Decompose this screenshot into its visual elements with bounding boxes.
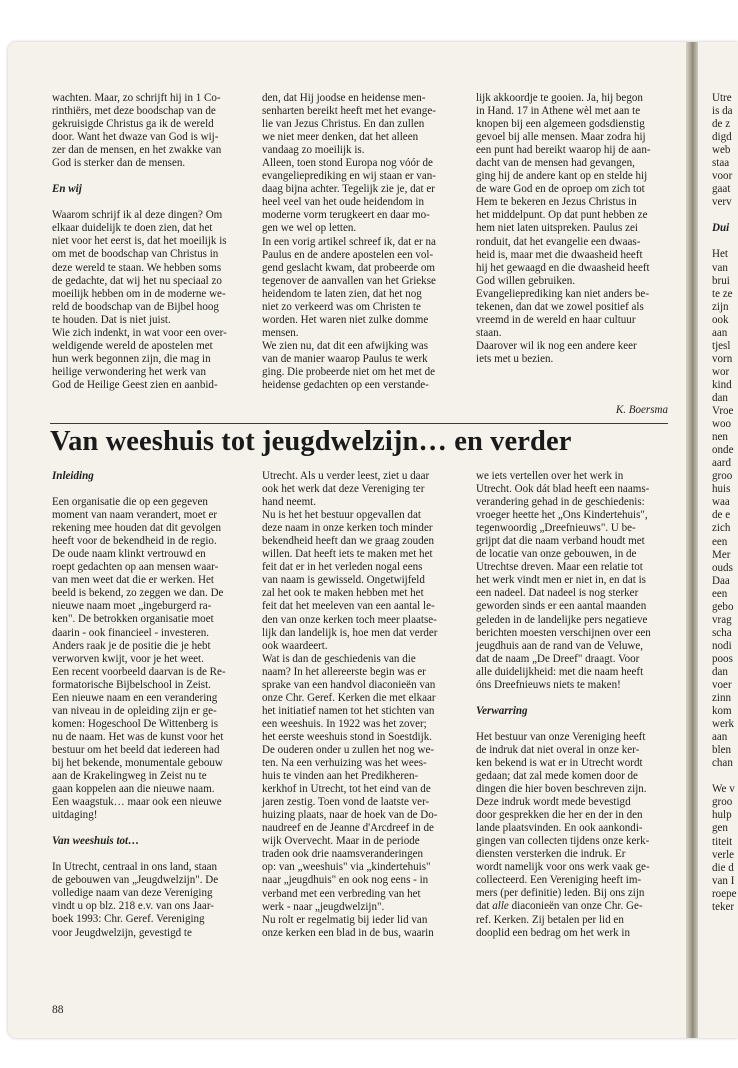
paragraph-gap [712, 770, 738, 783]
top-column-2 [262, 92, 464, 392]
section-heading: Van weeshuis tot… [52, 835, 140, 848]
text-line: dooplid een bedrag om het werk in [476, 926, 630, 939]
text-line: blen [712, 744, 732, 757]
text-line: den, dat Hij joodse en heidense men- [262, 92, 426, 104]
section-heading: Verwarring [476, 704, 528, 717]
text-line: Hem te bekeren en Jezus Christus in [476, 196, 637, 209]
text-line: roept gedachten op aan mensen waar- [52, 561, 219, 574]
text-line: kind [712, 378, 732, 391]
text-line: moment van naam verandert, moet er [52, 509, 218, 522]
text-line: boek 1993: Chr. Geref. Vereniging [52, 913, 205, 926]
text-line: op: van „weeshuis" via „kindertehuis" [262, 861, 431, 874]
text-line: naar „jeugdhuis" en ook nog eens - in [262, 874, 429, 887]
text-line: Utrecht. Als u verder leest, ziet u daar [262, 470, 430, 482]
text-line: nieuwe naam moet „ingeburgerd ra- [52, 600, 212, 613]
text-line: diensten versterken die indruk. Er [476, 848, 626, 861]
text-line: tekenen, dan dat we zowel positief als [476, 300, 644, 313]
text-line: gen we wel op letten. [262, 222, 357, 235]
text-line: ging hij de andere kant op en stelde hij [476, 170, 648, 183]
text-line: daarin - ook financieel - investeren. [52, 626, 210, 639]
text-line: dan [712, 665, 728, 678]
paragraph-gap [52, 483, 247, 496]
text-line: van I [712, 874, 735, 887]
text-line: de z [712, 118, 731, 131]
text-fragment: diaconieën van onze Chr. Ge- [508, 900, 643, 913]
text-line: voer [712, 679, 732, 692]
text-line: deze naam in onze kerken toch minder [262, 522, 433, 535]
text-line: willen. Dat heeft iets te maken met het [262, 548, 433, 561]
text-line: gevoel bij alle mensen. Maar zodra hij [476, 131, 646, 144]
text-line: dingen die hier boven beschreven zijn. [476, 783, 647, 796]
text-line: worden. Het waren niet zulke domme [262, 313, 429, 326]
text-line: ken". De betrokken organisatie moet [52, 613, 214, 626]
text-line: Nu rolt er regelmatig bij ieder lid van [262, 913, 428, 926]
text-line: het initiatief namen tot het stichten van [262, 704, 435, 717]
text-line: mensen. [262, 326, 299, 339]
text-line: gebo [712, 600, 734, 613]
text-line: een punt had bereikt waarop hij de aan- [476, 144, 651, 157]
text-line: heid is, maar met die dwaasheid heeft [476, 248, 643, 261]
text-line: Een organisatie die op een gegeven [52, 496, 208, 509]
text-line: weldigende wereld de apostelen met [52, 339, 213, 352]
text-line: gend geslacht kwam, dat probeerde om [262, 261, 436, 274]
text-line: ging. Die probeerde niet om het met de [262, 365, 436, 378]
paragraph-gap [712, 235, 738, 248]
text-line: vandaag zo moeilijk is. [262, 144, 365, 157]
text-line: onde [712, 444, 734, 457]
paragraph-gap [476, 718, 668, 731]
text-line: verle [712, 848, 735, 861]
text-line: naam? In het allereerste begin was er [262, 665, 426, 678]
text-line: Een recent voorbeeld daarvan is de Re- [52, 665, 226, 678]
text-line: staan. [476, 326, 502, 339]
text-line: onze kerken een blad in de bus, waarin [262, 926, 434, 939]
text-line: groo [712, 470, 733, 483]
text-line: gen [712, 822, 728, 835]
text-line: om met de boodschap van Christus in [52, 248, 219, 261]
article-column-2 [262, 470, 464, 940]
text-line: lande plaatsvinden. En ook aankondi- [476, 822, 643, 835]
text-line: ouds [712, 561, 733, 574]
text-line: gaan koppelen aan die nieuwe naam. [52, 783, 215, 796]
text-line: tegenover de aanvallen van het Griekse [262, 274, 436, 287]
text-line: Wie zich indenkt, in wat voor een over- [52, 326, 227, 339]
text-line: een [712, 587, 728, 600]
text-line: gingen van collecten tijdens onze kerk- [476, 835, 650, 848]
text-line: heidendom te laten zien, dat het nog [262, 287, 422, 300]
text-line: de ware God en de oproep om zich tot [476, 183, 645, 196]
right-page-fragment [712, 92, 738, 914]
text-line: geleden in de landelijke pers negatieve [476, 613, 648, 626]
text-line: door. Want het dwaze van God is wij- [52, 131, 219, 144]
text-line: wachten. Maar, zo schrijft hij in 1 Co- [52, 92, 221, 104]
text-line: niet zo verkeerd was om Christen te [262, 300, 421, 313]
text-line: tegenwoordig „Dreefnieuws". U be- [476, 522, 636, 535]
text-line: vreemd in de wereld en haar cultuur [476, 313, 636, 326]
text-line: God willen gebruiken. [476, 274, 576, 287]
text-line: zer dan de mensen, en het zwakke van [52, 144, 222, 157]
text-line: geworden sinds er een aantal maanden [476, 600, 647, 613]
text-line: van naam is gewisseld. Ongetwijfeld [262, 574, 425, 587]
text-line: gekruisigde Christus ga ik de wereld [52, 118, 214, 131]
text-line: de e [712, 509, 731, 522]
text-line: te ze [712, 287, 733, 300]
paragraph-gap [52, 822, 247, 835]
text-line: In een vorig artikel schreef ik, dat er na [262, 235, 436, 248]
text-line: nu de naam. Het was de kunst voor het [52, 730, 224, 743]
text-line: Anders raak je de positie die je hebt [52, 639, 211, 652]
text-line: moderne vorm terugkeert en daar mo- [262, 209, 430, 222]
page-number: 88 [52, 1004, 64, 1016]
text-line: komen: Hogeschool De Wittenberg is [52, 717, 219, 730]
text-line: formatorische Bijbelschool in Zeist. [52, 678, 211, 691]
text-line: voor [712, 170, 733, 183]
paragraph-gap [52, 170, 247, 183]
text-line: volledige naam van deze Vereniging [52, 887, 213, 900]
text-line: We v [712, 783, 735, 796]
text-line: brui [712, 274, 730, 287]
text-line: vorn [712, 352, 733, 365]
text-line: Nu is het het bestuur opgevallen dat [262, 509, 421, 522]
text-line: De ouderen onder u zullen het nog we- [262, 743, 435, 756]
text-line: In Utrecht, centraal in ons land, staan [52, 861, 218, 874]
text-line: heeft voor de bekendheid in de regio. [52, 535, 217, 548]
text-line: Een nieuwe naam en een verandering [52, 691, 218, 704]
text-line: staa [712, 157, 730, 170]
text-line: lie van Jezus Christus. En dan zullen [262, 118, 425, 131]
text-line: Een waagstuk… maar ook een nieuwe [52, 796, 222, 809]
text-line: huis te vinden aan het Predikheren- [262, 770, 419, 783]
text-line: beeld is bekend, zo zeggen we dan. De [52, 587, 224, 600]
text-line: God de Heilige Geest zien en aanbid- [52, 378, 218, 391]
text-line: rekening mee houden dat dit gevolgen [52, 522, 222, 535]
text-line: lijk dan landelijk is, hoe men dat verder [262, 626, 438, 639]
text-line: senharten bereikt heeft met het evange- [262, 105, 436, 118]
text-line: hun werk begonnen zijn, die mag in [52, 352, 211, 365]
text-line: dacht van de mensen had gevangen, [476, 157, 635, 170]
text-line: vroeger heette het „Ons Kindertehuis", [476, 509, 648, 522]
text-line: wijk Overvecht. Maar in de periode [262, 835, 420, 848]
text-line: ook het werk dat deze Vereniging ter [262, 483, 425, 496]
text-line: ronduit, dat het evangelie een dwaas- [476, 235, 641, 248]
text-line: ook [712, 313, 729, 326]
text-line: Utrecht. Ook dát blad heeft een naams- [476, 483, 650, 496]
text-line: woo [712, 418, 732, 431]
paragraph-gap [52, 848, 247, 861]
text-line: vrag [712, 613, 732, 626]
text-line: Daarover wil ik nog een andere keer [476, 339, 637, 352]
book-gutter [686, 42, 698, 1038]
text-line: We zien nu, dat dit een afwijking was [262, 339, 428, 352]
text-line: deze wereld te staan. We hebben soms [52, 261, 222, 274]
text-line: verband met een verbreding van het [262, 887, 421, 900]
text-line: de locatie van onze gebouwen, in de [476, 548, 637, 561]
text-line: waa [712, 496, 730, 509]
text-line: Deze indruk wordt mede bevestigd [476, 796, 631, 809]
text-line: verandering gehad in de geschiedenis: [476, 496, 645, 509]
text-line: uitdaging! [52, 809, 98, 822]
section-divider [50, 423, 668, 424]
text-line: een [712, 535, 728, 548]
text-line: die d [712, 861, 734, 874]
text-line: Daa [712, 574, 730, 587]
text-line: zinn [712, 692, 732, 705]
paragraph-gap [712, 209, 738, 222]
text-line: niet voor het eerst is, dat het moeilijk is [52, 235, 227, 248]
text-line: te houden. Dat is niet juist. [52, 313, 171, 326]
text-line: heilige verwondering het werk van [52, 365, 206, 378]
text-line: ten. Na een verhuizing was het wees- [262, 757, 427, 770]
text-line: tjesl [712, 339, 731, 352]
text-line: Utrechtse dreven. Maar een relatie tot [476, 561, 643, 574]
text-line: iets met u bezien. [476, 352, 554, 365]
text-line: digd [712, 131, 732, 144]
section-heading: En wij [52, 183, 82, 196]
text-line: aan [712, 326, 728, 339]
text-line: Utre [712, 92, 732, 104]
text-line: huizing plaats, naar de hoek van de Do- [262, 809, 438, 822]
article-column-1 [52, 470, 247, 940]
text-line: onze Chr. Geref. Kerken die met elkaar [262, 691, 436, 704]
text-line: we niet meer denken, dat het alleen [262, 131, 419, 144]
text-line: van men weet dat die er werken. Het [52, 574, 214, 587]
text-line: hulp [712, 809, 732, 822]
text-line: hand neemt. [262, 496, 316, 509]
text-line: de gebouwen van „Jeugdwelzijn". De [52, 874, 219, 887]
text-line: den van onze kerken toch meer plaatse- [262, 613, 437, 626]
text-line: Evangelieprediking kan niet anders be- [476, 287, 650, 300]
text-line: jeugdhuis aan de rand van de Veluwe, [476, 639, 643, 652]
text-line: Mer [712, 548, 731, 561]
text-line: een nadeel. Dat nadeel is nog sterker [476, 587, 639, 600]
text-line: zal het ook te maken hebben met het [262, 587, 424, 600]
text-line: ken bekend is wat er in Utrecht wordt [476, 756, 643, 769]
text-line: reld de boodschap van de Bijbel hoog [52, 300, 219, 313]
text-line: aan de Krakelingweg in Zeist nu te [52, 770, 207, 783]
text-line: sprake van een handvol diaconieën van [262, 678, 436, 691]
text-line: roepe [712, 887, 737, 900]
text-line: grijpt dat die naam verband houdt met [476, 535, 645, 548]
text-line: de indruk dat niet overal in onze ker- [476, 743, 640, 756]
text-line: feit dat er in het verleden nogal eens [262, 561, 423, 574]
text-line: mers (per definitie) leden. Bij ons zijn [476, 887, 645, 900]
text-line: alle duidelijkheid: met die naam heeft [476, 665, 644, 678]
text-line: zich [712, 522, 731, 535]
text-line: huis [712, 483, 731, 496]
text-line: bestuur om het beeld dat iedereen had [52, 743, 220, 756]
signature-block [476, 404, 668, 417]
text-line: titeit [712, 835, 733, 848]
text-line: Vroe [712, 405, 734, 418]
text-line [476, 900, 668, 913]
text-line: aard [712, 457, 732, 470]
text-line: kerkhof in Utrecht, tot het eind van de [262, 783, 431, 796]
text-line: chan [712, 757, 733, 770]
emphasis-text: alle [492, 900, 509, 913]
text-line: we iets vertellen over het werk in [476, 470, 624, 482]
section-heading: Inleiding [52, 470, 94, 482]
text-line: berichten moesten verschijnen over een [476, 626, 651, 639]
text-line: evangelieprediking en wij staan er van- [262, 170, 436, 183]
text-line: poos [712, 652, 733, 665]
text-line: wor [712, 365, 730, 378]
text-line: ook waardeert. [262, 639, 328, 652]
text-line: Paulus en de andere apostelen een vol- [262, 248, 434, 261]
text-line: van [712, 261, 728, 274]
text-fragment: dat [476, 900, 493, 913]
text-line: Wat is dan de geschiedenis van die [262, 652, 416, 665]
text-line: gaat [712, 183, 731, 196]
text-line: hij het gewaagd en die dwaasheid heeft [476, 261, 650, 274]
text-line: elkaar duidelijk te doen zien, dat het [52, 222, 213, 235]
article-title: Van weeshuis tot jeugdwelzijn… en verder [50, 426, 572, 457]
text-line: God is sterker dan de mensen. [52, 157, 186, 170]
text-line: moeilijk hebben om in de moderne we- [52, 287, 226, 300]
text-line: verv [712, 196, 732, 209]
text-line: óns Dreefnieuws niets te maken! [476, 678, 621, 691]
text-line: gedaan; dat zal mede komen door de [476, 769, 638, 782]
top-column-1 [52, 92, 247, 392]
text-line: werk - naar „jeugdwelzijn". [262, 900, 385, 913]
text-line: scha [712, 626, 732, 639]
text-line: ref. Kerken. Zij betalen per lid en [476, 913, 624, 926]
text-line: hem niet laten uitspreken. Paulus zei [476, 222, 638, 235]
top-column-3 [476, 92, 668, 366]
text-line: teker [712, 900, 735, 913]
text-line: nen [712, 431, 728, 444]
text-line: Waarom schrijf ik al deze dingen? Om [52, 209, 223, 222]
text-line: web [712, 144, 731, 157]
text-line: collecteerd. Een Vereniging heeft im- [476, 874, 642, 887]
text-line: jaren zestig. Toen vond de laatste ver- [262, 796, 430, 809]
text-line: is da [712, 105, 733, 118]
text-line: feit dat het meeleven van een aantal le- [262, 600, 435, 613]
paragraph-gap [476, 692, 668, 705]
text-line: bekendheid heeft dan we graag zouden [262, 535, 435, 548]
text-line: Het [712, 248, 728, 261]
text-line: heidense gedachten op een verstande- [262, 379, 429, 392]
text-line: werk [712, 718, 735, 731]
text-line: het middelpunt. Op dat punt hebben ze [476, 209, 648, 222]
text-line: door gesprekken die her en der in den [476, 809, 643, 822]
text-line: een weeshuis. In 1922 was het zover; [262, 717, 427, 730]
section-heading: Dui [712, 222, 730, 235]
author-signature: K. Boersma [615, 404, 668, 416]
text-line: zijn [712, 300, 729, 313]
text-line: aan [712, 731, 728, 744]
text-line: van de manier waarop Paulus te werk [262, 352, 428, 365]
text-line: het eerste weeshuis stond in Soestdijk. [262, 730, 432, 743]
text-line: van niveau in de opleiding zijn er ge- [52, 704, 217, 717]
text-line: knopen bij een algemeen godsdienstig [476, 118, 645, 131]
text-line: naudreef en de Jeanne d'Arcdreef in de [262, 822, 434, 835]
paragraph-gap [52, 196, 247, 209]
text-line: verworven kwijt, voor je het weet. [52, 652, 204, 665]
article-column-3 [476, 470, 668, 940]
text-line: daag bijna achter. Tegelijk zie je, dat er [262, 183, 435, 196]
text-line: bij het bekende, monumentale gebouw [52, 756, 223, 769]
text-line: groo [712, 796, 733, 809]
text-line: Het bestuur van onze Vereniging heeft [476, 730, 646, 743]
text-line: vindt u op blz. 218 e.v. van ons Jaar- [52, 900, 214, 913]
text-line: dan [712, 391, 728, 404]
text-line: heel veel van het oude heidendom in [262, 196, 424, 209]
text-line: lijk akkoordje te gooien. Ja, hij begon [476, 92, 643, 104]
text-line: kom [712, 705, 732, 718]
text-line: voor Jeugdwelzijn, gevestigd te [52, 926, 192, 939]
text-line: traden ook drie naamsveranderingen [262, 848, 424, 861]
text-line: rinthiërs, met deze boodschap van de [52, 105, 216, 118]
text-line: Alleen, toen stond Europa nog vóór de [262, 157, 433, 170]
text-line: wordt namelijk voor ons werk vaak ge- [476, 861, 650, 874]
text-line: De oude naam klinkt vertrouwd en [52, 548, 206, 561]
text-line: nodi [712, 639, 732, 652]
text-line: in Hand. 17 in Athene wèl met aan te [476, 105, 641, 118]
text-line: de gedachte, dat wij het nu speciaal zo [52, 274, 222, 287]
text-line: dat de naam „De Dreef" draagt. Voor [476, 652, 640, 665]
text-line: het werk vindt men er niet in, en dat is [476, 574, 646, 587]
